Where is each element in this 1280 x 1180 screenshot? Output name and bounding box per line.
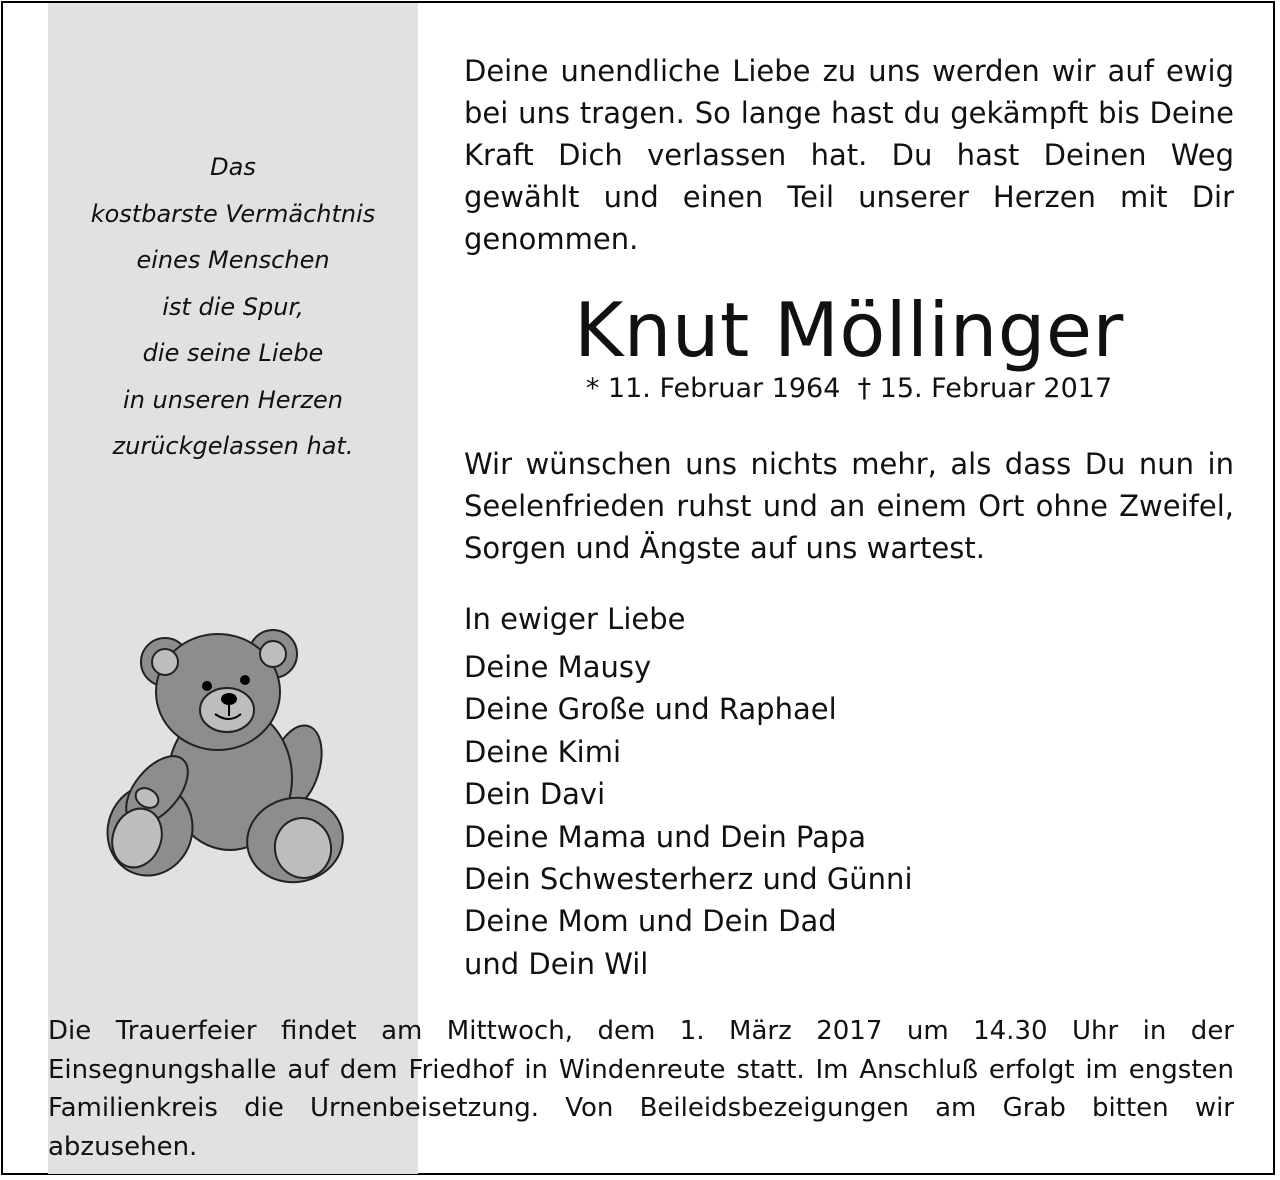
signer: Dein Schwesterherz und Günni	[464, 862, 913, 897]
quote-line: ist die Spur,	[162, 292, 304, 321]
teddy-bear-icon	[95, 620, 355, 890]
life-dates	[464, 369, 1234, 409]
birth-date: * 11. Februar 1964	[585, 373, 841, 404]
signers-list	[464, 646, 913, 985]
quote-line: die seine Liebe	[142, 339, 324, 367]
closing-line: In ewiger Liebe	[464, 602, 686, 636]
quote-line: kostbarste Vermächtnis	[90, 199, 376, 228]
signer: Deine Mausy	[464, 650, 652, 684]
deceased-name: Knut Möllinger	[574, 286, 1124, 374]
quote-line: in unseren Herzen	[123, 385, 343, 414]
quote-line: Das	[210, 153, 256, 181]
signer: Dein Davi	[464, 777, 606, 812]
signer: Deine Mama und Dein Papa	[464, 819, 867, 854]
wish-paragraph: Wir wünschen uns nichts mehr, als dass Du nun in Seelenfrieden ruhst und an einem Ort ohne Zweifel, Sorgen und Ängste auf uns wartest.	[464, 447, 1234, 565]
quote-line: eines Menschen	[136, 246, 330, 274]
signer: Deine Große und Raphael	[464, 692, 837, 727]
signer: Deine Mom und Dein Dad	[464, 904, 837, 939]
funeral-notice: Die Trauerfeier findet am Mittwoch, dem 1. März 2017 um 14.30 Uhr in der Einsegnungshalle auf dem Friedhof in Windenreute statt. Im Anschluß erfolgt im engsten Familienkreis die Urnenbeisetzung. Von Beileidsbezeigungen am Grab bitten wir abzusehen.	[48, 1016, 1234, 1162]
quote-line: zurückgelassen hat.	[112, 432, 354, 460]
intro-paragraph: Deine unendliche Liebe zu uns werden wir auf ewig bei uns tragen. So lange hast du gekämpft bis Deine Kraft Dich verlassen hat. Du hast Deinen Weg gewählt und einen Teil unserer Herzen mit Dir genommen.	[464, 54, 1234, 256]
signer: und Dein Wil	[464, 946, 649, 981]
memorial-quote	[48, 144, 418, 470]
signer: Deine Kimi	[464, 734, 622, 769]
death-date: † 15. Februar 2017	[857, 373, 1113, 404]
